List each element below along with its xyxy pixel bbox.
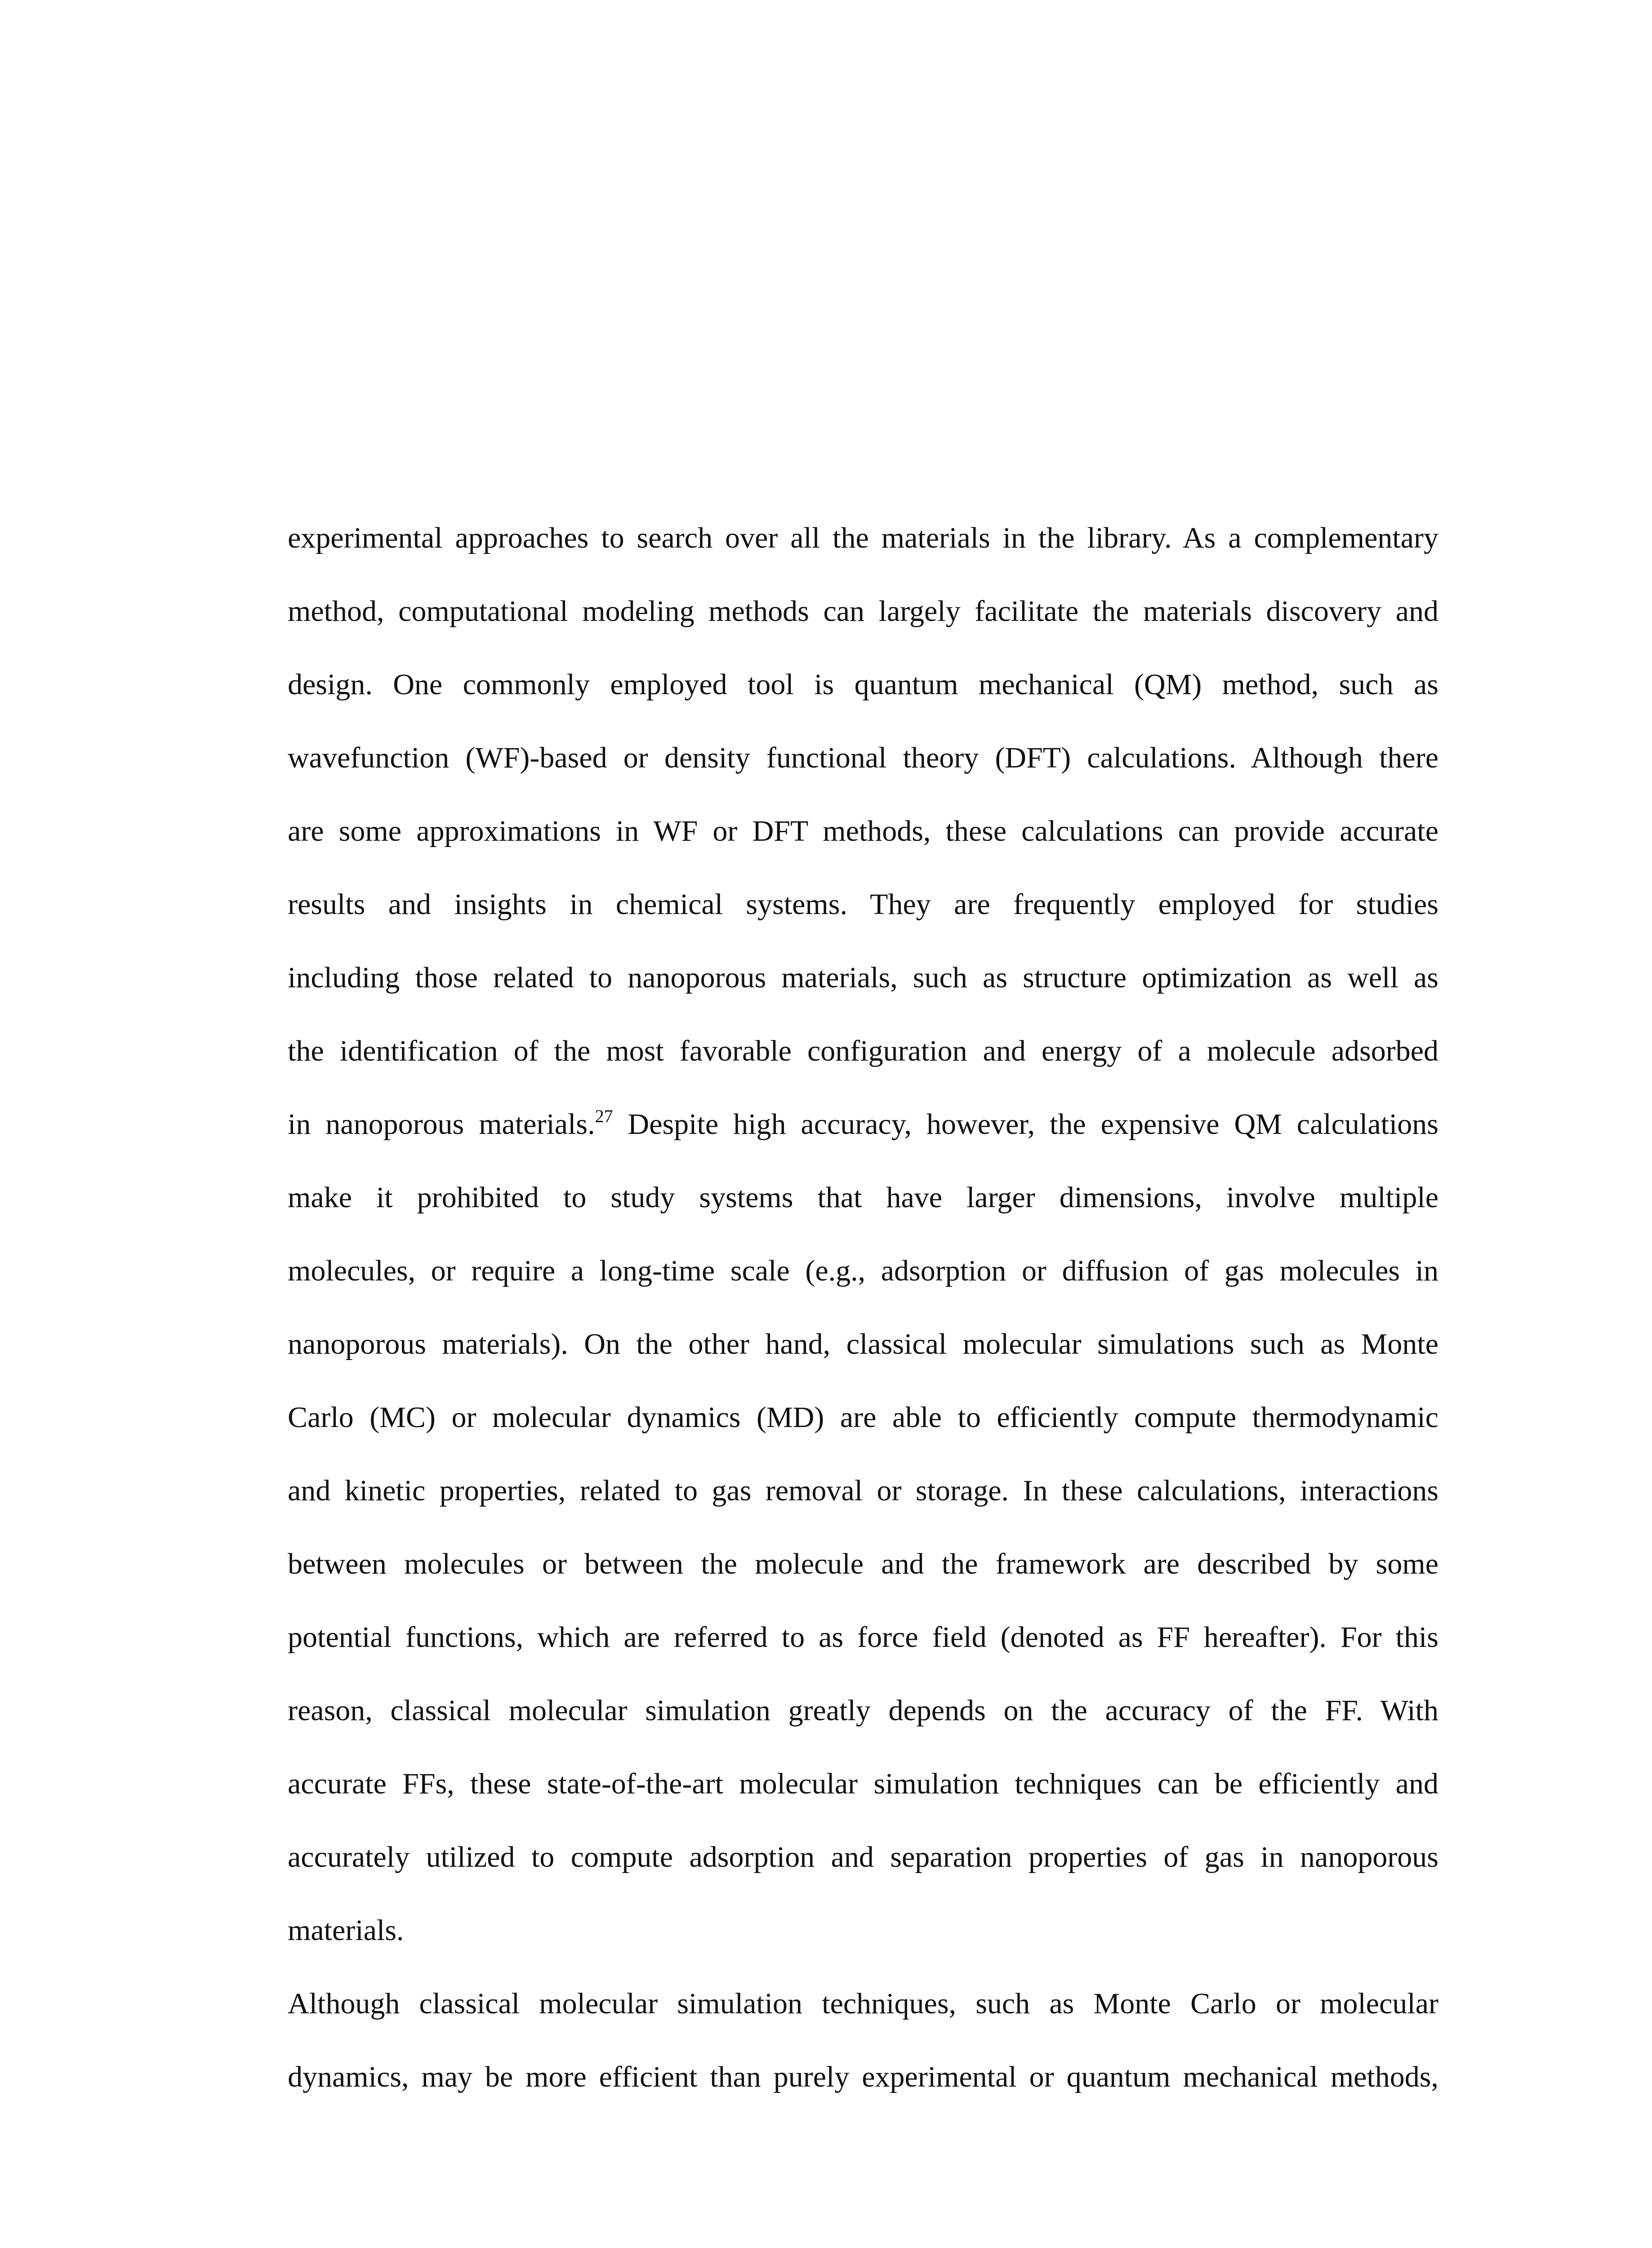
text-line: molecules, or require a long-time scale (e.g., adsorption or diffusion of gas molecules in <box>288 1254 1438 1287</box>
text-line: reason, classical molecular simulation greatly depends on the accuracy of the FF. With <box>288 1694 1438 1727</box>
text-line: potential functions, which are referred to as force field (denoted as FF hereafter). For this <box>288 1621 1438 1654</box>
text-line: and kinetic properties, related to gas removal or storage. In these calculations, interactions <box>288 1474 1438 1507</box>
text-line: including those related to nanoporous materials, such as structure optimization as well as <box>288 961 1438 994</box>
body-text <box>288 501 1438 2114</box>
text-line: make it prohibited to study systems that have larger dimensions, involve multiple <box>288 1181 1438 1214</box>
text-line: Although classical molecular simulation techniques, such as Monte Carlo or molecular <box>288 1987 1438 2020</box>
text-line: between molecules or between the molecule and the framework are described by some <box>288 1548 1438 1580</box>
text-line: method, computational modeling methods can largely facilitate the materials discovery and <box>288 595 1438 628</box>
text-line: are some approximations in WF or DFT methods, these calculations can provide accurate <box>288 815 1438 847</box>
line-text-after-citation: Despite high accuracy, however, the expensive QM calculations <box>613 1108 1438 1141</box>
text-line: nanoporous materials). On the other hand, classical molecular simulations such as Monte <box>288 1328 1438 1360</box>
text-line: wavefunction (WF)-based or density functional theory (DFT) calculations. Although there <box>288 741 1438 774</box>
text-line: accurately utilized to compute adsorption and separation properties of gas in nanoporous <box>288 1841 1438 1873</box>
text-line: accurate FFs, these state-of-the-art molecular simulation techniques can be efficiently and <box>288 1767 1438 1800</box>
text-line: dynamics, may be more efficient than purely experimental or quantum mechanical methods, <box>288 2061 1438 2093</box>
citation-superscript: 27 <box>595 1106 613 1126</box>
line-text: in nanoporous materials. <box>288 1108 595 1141</box>
text-line: results and insights in chemical systems. They are frequently employed for studies <box>288 888 1438 921</box>
text-line: Carlo (MC) or molecular dynamics (MD) are able to efficiently compute thermodynamic <box>288 1401 1438 1434</box>
text-line-with-citation <box>288 1088 1438 1161</box>
text-line: the identification of the most favorable configuration and energy of a molecule adsorbed <box>288 1035 1438 1067</box>
text-line: materials. <box>288 1914 404 1947</box>
text-line: experimental approaches to search over all the materials in the library. As a complementary <box>288 522 1438 554</box>
text-line: design. One commonly employed tool is quantum mechanical (QM) method, such as <box>288 668 1438 701</box>
